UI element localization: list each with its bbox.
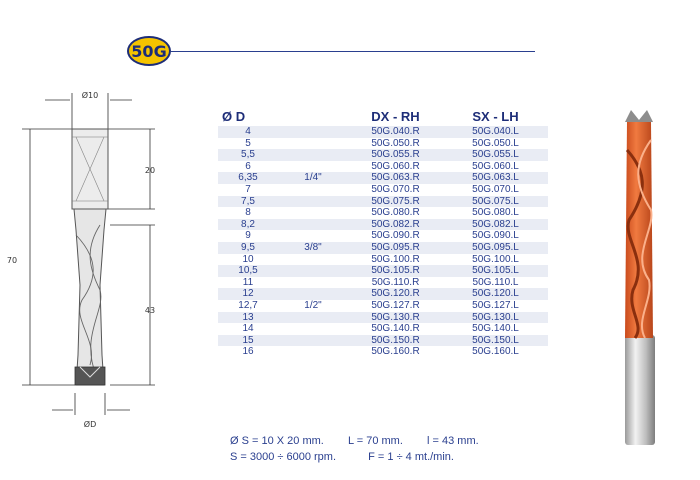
cell-diameter: 10: [242, 253, 254, 265]
table-row: [218, 323, 548, 335]
cell-left-hand-code: 50G.063.L: [472, 172, 519, 184]
cell-diameter: 12,7: [238, 299, 258, 311]
cell-inch: [278, 277, 348, 289]
spec-feed: F = 1 ÷ 4 mt./min.: [368, 451, 454, 463]
cell-inch: [278, 323, 348, 335]
table-row: [218, 230, 548, 242]
cell-left-hand-code: 50G.100.L: [472, 253, 519, 265]
cell-right-hand-code: 50G.127.R: [371, 299, 420, 311]
series-badge: 50G: [127, 36, 171, 66]
cell-right-hand-code: 50G.100.R: [371, 253, 420, 265]
header-rule: [171, 51, 535, 52]
cell-diameter: 6: [245, 160, 251, 172]
table-row: [218, 172, 548, 184]
table-row: [218, 288, 548, 300]
header-right-hand: DX - RH: [371, 109, 420, 124]
table-row: [218, 126, 548, 138]
table-row: [218, 138, 548, 150]
cell-left-hand-code: 50G.055.L: [472, 149, 519, 161]
table-row: [218, 254, 548, 266]
cell-right-hand-code: 50G.150.R: [371, 334, 420, 346]
header-left-hand: SX - LH: [472, 109, 519, 124]
cell-inch: 1/2": [304, 299, 322, 311]
dim-total-label: 70: [6, 256, 18, 265]
spec-shank: Ø S = 10 X 20 mm.: [230, 435, 324, 447]
spec-flute-length: l = 43 mm.: [427, 435, 479, 447]
cell-diameter: 7,5: [241, 195, 255, 207]
cell-right-hand-code: 50G.055.R: [371, 149, 420, 161]
cell-right-hand-code: 50G.070.R: [371, 183, 420, 195]
cell-left-hand-code: 50G.120.L: [472, 288, 519, 300]
cell-diameter: 4: [245, 126, 251, 137]
cell-right-hand-code: 50G.040.R: [371, 126, 420, 137]
cell-right-hand-code: 50G.130.R: [371, 311, 420, 323]
cell-left-hand-code: 50G.140.L: [472, 323, 519, 335]
cell-left-hand-code: 50G.127.L: [472, 299, 519, 311]
cell-inch: [278, 254, 348, 266]
cell-inch: [278, 207, 348, 219]
drill-bit-photo: [605, 110, 665, 450]
cell-diameter: 6,35: [238, 172, 258, 184]
cell-right-hand-code: 50G.082.R: [371, 218, 420, 230]
cell-diameter: 12: [242, 288, 254, 300]
cell-right-hand-code: 50G.120.R: [371, 288, 420, 300]
cell-diameter: 8,2: [241, 218, 255, 230]
header-diameter: Ø D: [222, 109, 246, 124]
cell-left-hand-code: 50G.080.L: [472, 207, 519, 219]
cell-inch: [278, 126, 348, 138]
cell-inch: 3/8": [304, 241, 322, 253]
cell-diameter: 5,5: [241, 149, 255, 161]
spec-speed: S = 3000 ÷ 6000 rpm.: [230, 451, 337, 463]
cell-diameter: 15: [242, 334, 254, 346]
table-row: [218, 219, 548, 231]
cell-diameter: 9,5: [241, 241, 255, 253]
cell-right-hand-code: 50G.075.R: [371, 195, 420, 207]
cell-inch: [278, 161, 348, 173]
cell-diameter: 14: [242, 323, 254, 335]
cell-inch: [278, 335, 348, 347]
cell-inch: [278, 184, 348, 196]
cell-left-hand-code: 50G.050.L: [472, 137, 519, 149]
cell-left-hand-code: 50G.090.L: [472, 230, 519, 242]
cell-inch: [278, 149, 348, 161]
cell-diameter: 10,5: [238, 265, 258, 277]
cell-inch: [278, 288, 348, 300]
table-row: [218, 346, 548, 358]
technical-drawing: [0, 85, 175, 435]
cell-right-hand-code: 50G.090.R: [371, 230, 420, 242]
table-row: [218, 196, 548, 208]
cell-inch: [278, 219, 348, 231]
cell-left-hand-code: 50G.095.L: [472, 241, 519, 253]
cell-diameter: 5: [245, 137, 251, 149]
cell-diameter: 13: [242, 311, 254, 323]
table-row: [218, 161, 548, 173]
cell-left-hand-code: 50G.110.L: [472, 276, 519, 288]
spec-length: L = 70 mm.: [347, 435, 403, 447]
cell-right-hand-code: 50G.060.R: [371, 160, 420, 172]
cell-left-hand-code: 50G.160.L: [472, 346, 519, 358]
cell-left-hand-code: 50G.040.L: [472, 126, 519, 137]
table-row: [218, 265, 548, 277]
dim-shank-label: 20: [144, 166, 156, 175]
cell-left-hand-code: 50G.105.L: [472, 265, 519, 277]
cell-right-hand-code: 50G.105.R: [371, 265, 420, 277]
cell-left-hand-code: 50G.060.L: [472, 160, 519, 172]
table-row: [218, 242, 548, 254]
cell-inch: [278, 196, 348, 208]
cell-diameter: 16: [242, 346, 254, 358]
table-header: [218, 100, 548, 126]
cell-right-hand-code: 50G.063.R: [371, 172, 420, 184]
table-body: [218, 126, 548, 358]
spec-footer: [230, 433, 479, 465]
dim-bottom-label: ØD: [83, 420, 97, 429]
cell-left-hand-code: 50G.075.L: [472, 195, 519, 207]
cell-left-hand-code: 50G.070.L: [472, 183, 519, 195]
cell-right-hand-code: 50G.050.R: [371, 137, 420, 149]
table-row: [218, 335, 548, 347]
cell-diameter: 11: [242, 276, 254, 288]
cell-left-hand-code: 50G.130.L: [472, 311, 519, 323]
cell-left-hand-code: 50G.082.L: [472, 218, 519, 230]
cell-inch: 1/4": [304, 172, 322, 184]
cell-inch: [278, 346, 348, 358]
table-row: [218, 300, 548, 312]
cell-right-hand-code: 50G.160.R: [371, 346, 420, 358]
cell-diameter: 8: [245, 207, 251, 219]
cell-right-hand-code: 50G.110.R: [371, 276, 420, 288]
cell-diameter: 7: [245, 183, 251, 195]
cell-right-hand-code: 50G.095.R: [371, 241, 420, 253]
cell-inch: [278, 312, 348, 324]
table-row: [218, 207, 548, 219]
cell-inch: [278, 230, 348, 242]
cell-left-hand-code: 50G.150.L: [472, 334, 519, 346]
table-row: [218, 184, 548, 196]
table-row: [218, 149, 548, 161]
dim-top-label: Ø10: [81, 91, 99, 100]
dim-flute-label: 43: [144, 306, 156, 315]
product-table: [218, 100, 548, 358]
cell-right-hand-code: 50G.080.R: [371, 207, 420, 219]
cell-inch: [278, 265, 348, 277]
cell-inch: [278, 138, 348, 150]
table-row: [218, 277, 548, 289]
cell-right-hand-code: 50G.140.R: [371, 323, 420, 335]
cell-diameter: 9: [245, 230, 251, 242]
table-row: [218, 312, 548, 324]
